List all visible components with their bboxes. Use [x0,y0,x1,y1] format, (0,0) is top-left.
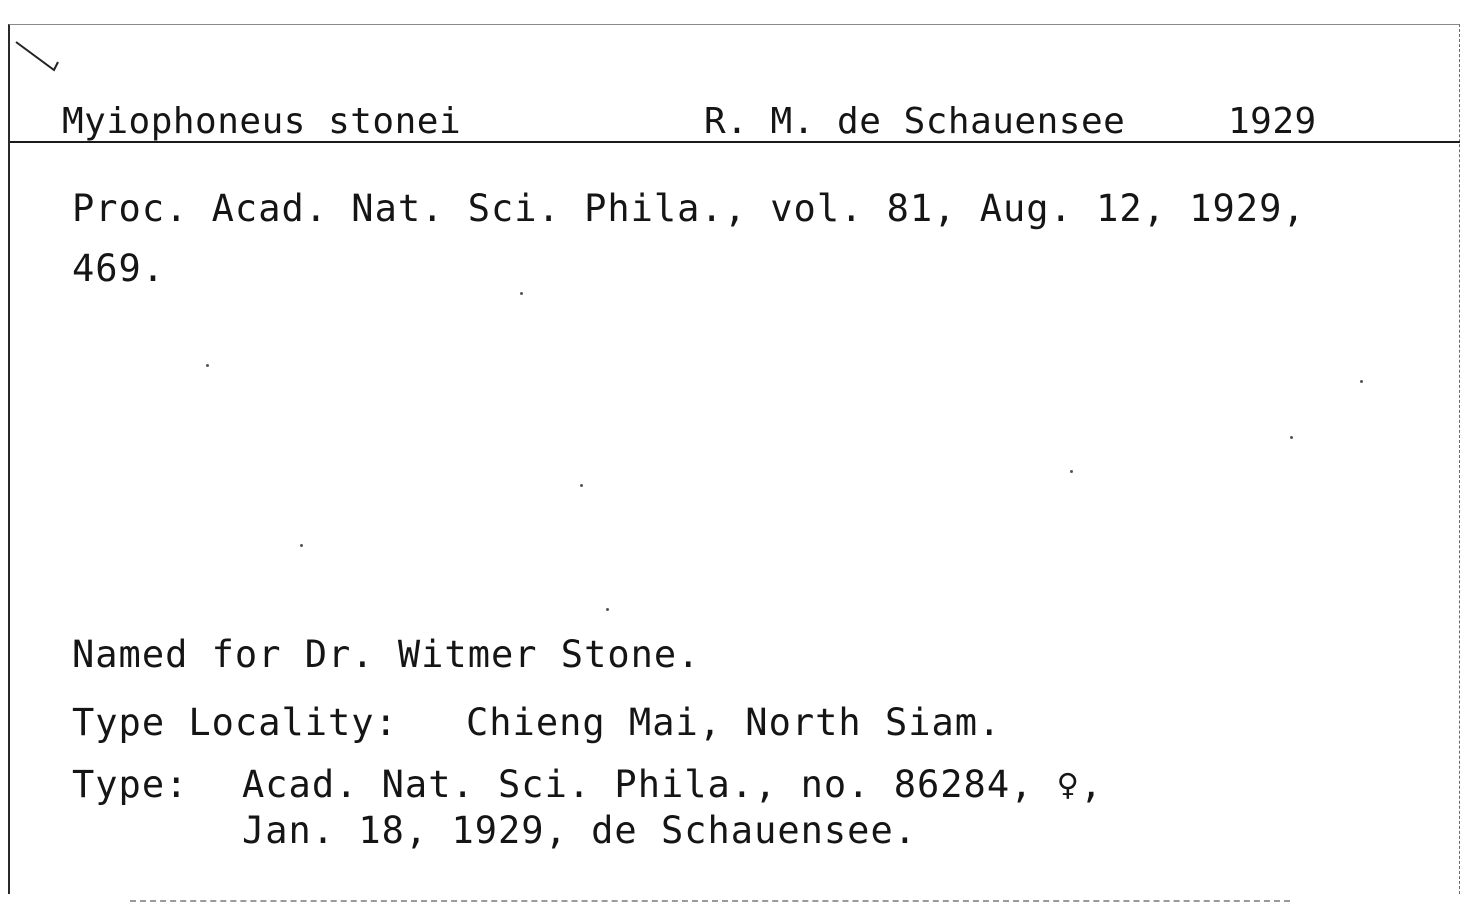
corner-tick-mark [14,40,62,80]
type-locality-value: Chieng Mai, North Siam. [466,701,1002,744]
type-locality-label: Type Locality: [72,701,398,744]
type-label: Type: [72,763,189,806]
paper-speck [1360,380,1363,383]
paper-speck [1070,470,1073,473]
species-name: Myiophoneus stonei [62,101,462,142]
paper-speck [520,292,523,295]
publication-year: 1929 [1228,101,1317,142]
paper-speck [580,484,583,487]
paper-speck [206,364,209,367]
type-specimen-line-1: Acad. Nat. Sci. Phila., no. 86284, ♀, [242,763,1104,806]
named-for-note: Named for Dr. Witmer Stone. [72,633,701,676]
bottom-edge-dashes [130,900,1290,902]
type-specimen-line-2: Jan. 18, 1929, de Schauensee. [242,809,918,852]
citation-line-1: Proc. Acad. Nat. Sci. Phila., vol. 81, Aug. 12, 1929, [72,187,1306,230]
citation-line-2: 469. [72,247,166,290]
author-name: R. M. de Schauensee [704,101,1126,142]
paper-speck [1290,436,1293,439]
paper-speck [606,608,609,611]
paper-speck [300,544,303,547]
